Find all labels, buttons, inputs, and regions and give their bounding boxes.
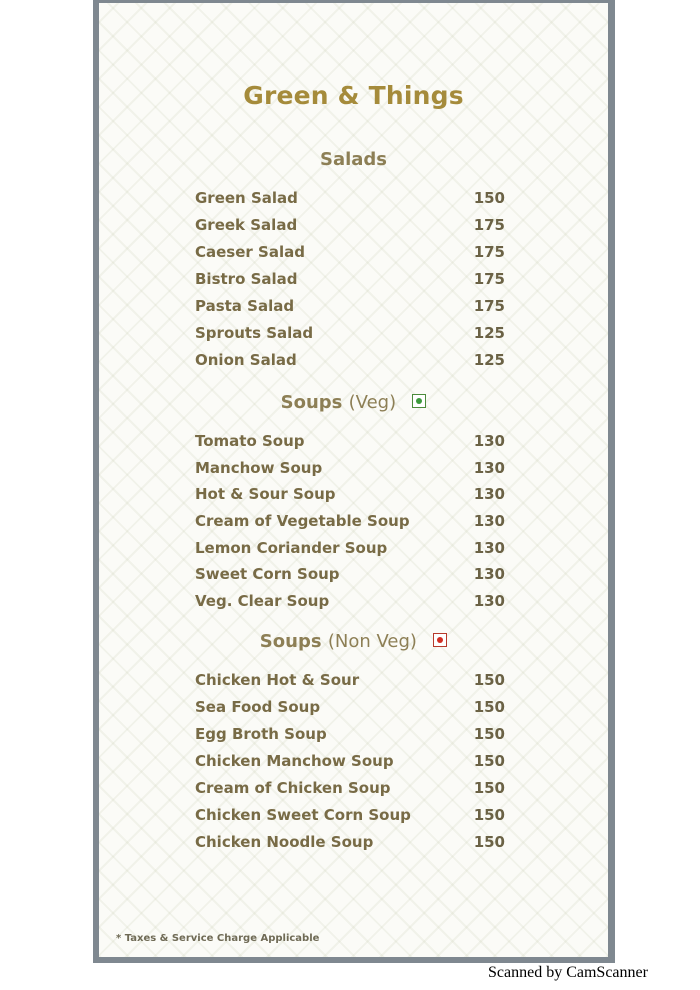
menu-item-price: 150 <box>473 752 505 770</box>
menu-item-name: Greek Salad <box>195 216 298 234</box>
section-heading-label: Salads <box>319 149 388 170</box>
menu-item <box>195 539 505 559</box>
menu-item-name: Green Salad <box>195 189 298 207</box>
menu-item-name: Onion Salad <box>195 351 297 369</box>
menu-item-name: Cream of Chicken Soup <box>195 779 391 797</box>
menu-item-name: Hot & Sour Soup <box>195 485 336 503</box>
menu-item <box>195 725 505 745</box>
menu-item-price: 150 <box>473 189 505 207</box>
menu-item <box>195 189 505 209</box>
menu-item-name: Chicken Noodle Soup <box>195 833 374 851</box>
menu-item-name: Sweet Corn Soup <box>195 565 340 583</box>
menu-item-name: Manchow Soup <box>195 459 323 477</box>
menu-item-price: 125 <box>473 324 505 342</box>
menu-item-name: Caeser Salad <box>195 243 305 261</box>
menu-item <box>195 351 505 371</box>
menu-item <box>195 432 505 452</box>
menu-item-price: 175 <box>473 297 505 315</box>
menu-item-name: Sea Food Soup <box>195 698 321 716</box>
menu-item-name: Veg. Clear Soup <box>195 592 330 610</box>
menu-item-price: 130 <box>473 539 505 557</box>
menu-item <box>195 324 505 344</box>
menu-item-name: Sprouts Salad <box>195 324 314 342</box>
menu-item-name: Chicken Hot & Sour <box>195 671 360 689</box>
menu-item <box>195 806 505 826</box>
menu-item-name: Chicken Manchow Soup <box>195 752 394 770</box>
menu-item-name: Cream of Vegetable Soup <box>195 512 410 530</box>
menu-item-name: Pasta Salad <box>195 297 295 315</box>
menu-item <box>195 833 505 853</box>
menu-item <box>195 779 505 799</box>
menu-item-price: 175 <box>473 216 505 234</box>
menu-item-name: Egg Broth Soup <box>195 725 327 743</box>
menu-item <box>195 752 505 772</box>
scan-credit: Scanned by CamScanner <box>488 964 648 981</box>
menu-item-name: Bistro Salad <box>195 270 298 288</box>
menu-item-price: 150 <box>473 779 505 797</box>
menu-title: Green & Things <box>243 81 464 110</box>
tax-footnote: * Taxes & Service Charge Applicable <box>116 933 320 944</box>
menu-item <box>195 671 505 691</box>
menu-item <box>195 216 505 236</box>
menu-item-name: Tomato Soup <box>195 432 305 450</box>
veg-mark-icon <box>412 394 426 408</box>
menu-item-price: 130 <box>473 512 505 530</box>
section-heading-label: Soups <box>280 392 343 413</box>
menu-item-price: 130 <box>473 459 505 477</box>
menu-item <box>195 243 505 263</box>
section-heading-soups-non-veg <box>99 631 608 652</box>
menu-card <box>99 3 608 957</box>
menu-item-price: 175 <box>473 270 505 288</box>
menu-item-price: 150 <box>473 833 505 851</box>
menu-item-price: 150 <box>473 725 505 743</box>
menu-item <box>195 485 505 505</box>
non-veg-mark-icon <box>433 633 447 647</box>
menu-item-name: Lemon Coriander Soup <box>195 539 388 557</box>
section-heading-qualifier: (Non Veg) <box>327 631 417 652</box>
menu-item <box>195 459 505 479</box>
menu-item-price: 130 <box>473 592 505 610</box>
menu-item <box>195 592 505 612</box>
menu-item <box>195 512 505 532</box>
menu-item-price: 150 <box>473 806 505 824</box>
menu-item-price: 150 <box>473 671 505 689</box>
section-heading-label: Soups <box>259 631 322 652</box>
section-heading-salads <box>99 149 608 170</box>
menu-item-price: 150 <box>473 698 505 716</box>
menu-item-price: 175 <box>473 243 505 261</box>
menu-item-price: 130 <box>473 565 505 583</box>
menu-item <box>195 698 505 718</box>
menu-item <box>195 270 505 290</box>
menu-item-price: 130 <box>473 485 505 503</box>
menu-item-price: 130 <box>473 432 505 450</box>
section-heading-soups-veg <box>99 392 608 413</box>
menu-item <box>195 297 505 317</box>
menu-item <box>195 565 505 585</box>
menu-item-price: 125 <box>473 351 505 369</box>
section-heading-qualifier: (Veg) <box>348 392 397 413</box>
menu-item-name: Chicken Sweet Corn Soup <box>195 806 411 824</box>
